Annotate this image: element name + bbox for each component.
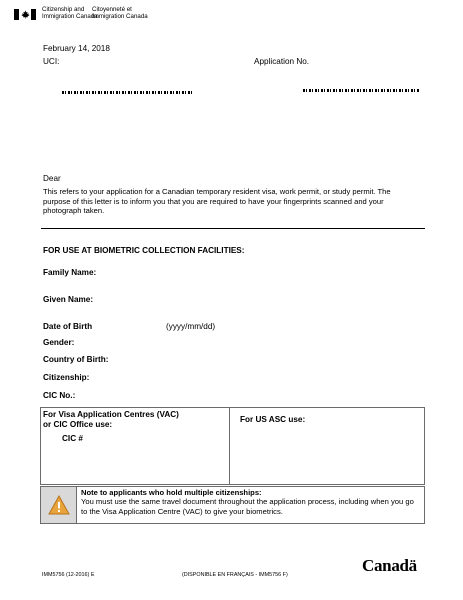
note-content: [81, 488, 421, 516]
cic-no-label: CIC No.:: [43, 391, 76, 400]
cic-hash-label: CIC #: [62, 434, 83, 443]
gender-label: Gender:: [43, 338, 75, 347]
section-title: FOR USE AT BIOMETRIC COLLECTION FACILITIES:: [43, 246, 245, 255]
department-name-en: [42, 6, 98, 20]
us-asc-label: For US ASC use:: [240, 415, 306, 424]
application-barcode: [303, 89, 419, 92]
country-of-birth-label: Country of Birth:: [43, 355, 109, 364]
department-en-line2: Immigration Canada: [42, 13, 98, 20]
citizenship-label: Citizenship:: [43, 373, 90, 382]
section-divider: [41, 228, 425, 229]
letter-body: This refers to your application for a Canadian temporary resident visa, work permit, or study permit. The purpose of this letter is to inform you that you are required to have your fingerprints scanned and your photograph taken.: [43, 187, 391, 216]
department-fr-line2: Immigration Canada: [92, 13, 148, 20]
department-fr-line1: Citoyenneté et: [92, 6, 132, 13]
dob-format: (yyyy/mm/dd): [166, 322, 216, 331]
family-name-label: Family Name:: [43, 268, 97, 277]
canada-flag-icon: [14, 9, 36, 20]
warning-triangle-icon: [48, 495, 70, 515]
department-name-fr: [92, 6, 148, 20]
dob-label: Date of Birth: [43, 322, 93, 331]
vac-label-line1: For Visa Application Centres (VAC): [43, 410, 179, 419]
letter-date: February 14, 2018: [43, 44, 110, 53]
note-title: Note to applicants who hold multiple citizenships:: [81, 488, 262, 497]
vac-label-line2: or CIC Office use:: [43, 420, 113, 429]
french-version-note: (DISPONIBLE EN FRANÇAIS - IMM5756 F): [182, 572, 288, 578]
warning-cell: [41, 487, 77, 523]
uci-label: UCI:: [43, 57, 60, 66]
maple-leaf-icon: [21, 10, 30, 19]
note-body: You must use the same travel document throughout the application process, including when you go to the Visa Application Centre (VAC) to give your biometrics.: [81, 497, 414, 516]
form-code: IMM5756 (12-2016) E: [42, 572, 95, 578]
canada-wordmark: Canadä: [362, 556, 417, 575]
uci-barcode: [62, 91, 194, 94]
given-name-label: Given Name:: [43, 295, 94, 304]
salutation: Dear: [43, 174, 61, 183]
application-no-label: Application No.: [254, 57, 310, 66]
vac-office-label: [43, 410, 179, 430]
department-en-line1: Citizenship and: [42, 6, 85, 13]
office-use-divider: [229, 407, 230, 485]
